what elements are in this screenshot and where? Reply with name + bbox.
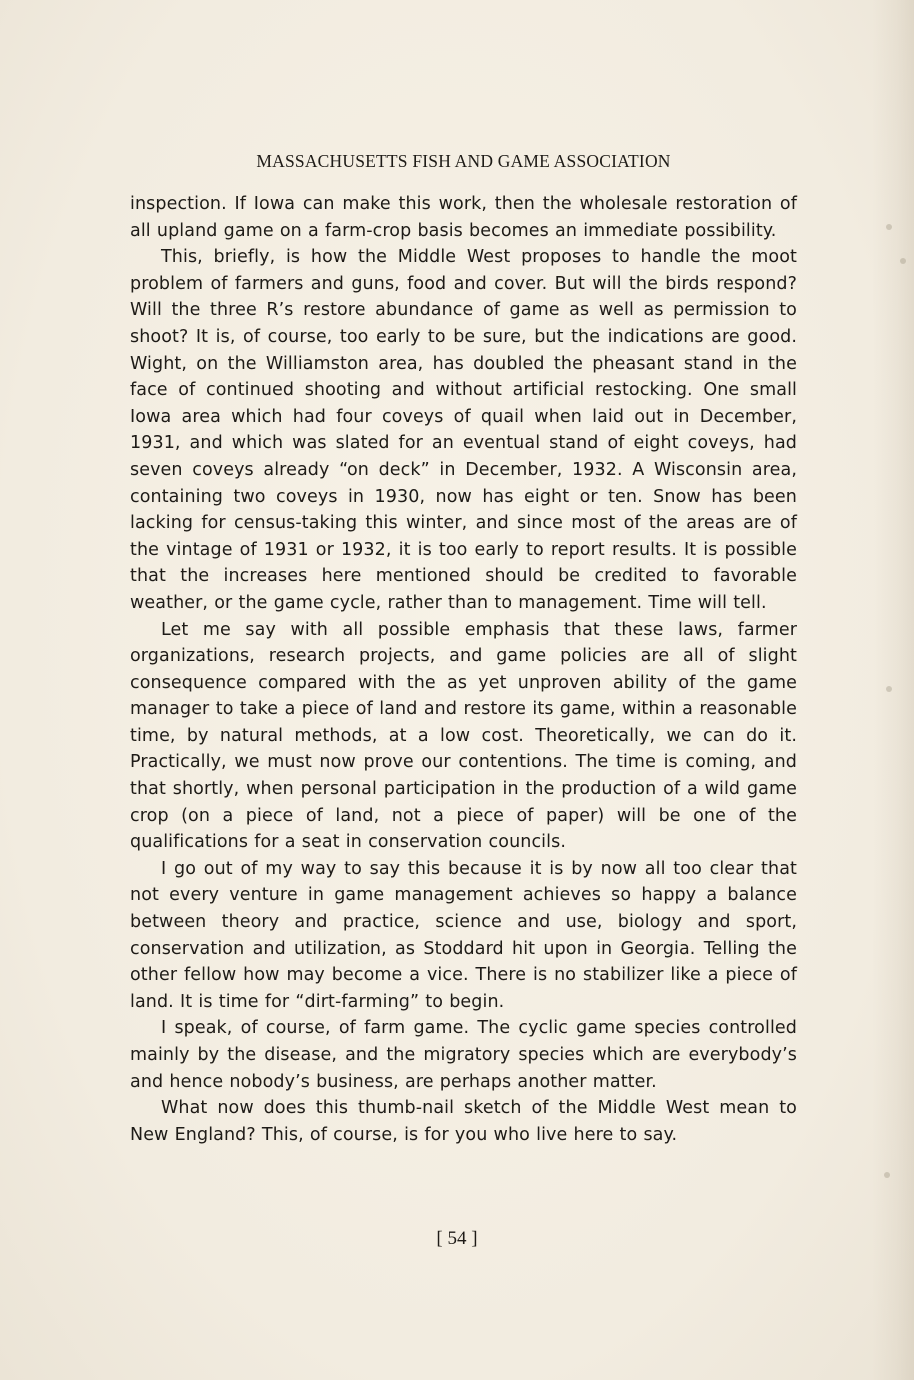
paper-speck [886, 224, 892, 230]
paper-speck [884, 1172, 890, 1178]
running-head: MASSACHUSETTS FISH AND GAME ASSOCIATION [256, 151, 671, 171]
paragraph: Let me say with all possible emphasis that these laws, farmer organizations, research projects, and game policies are all of slight consequence compared with the as yet unproven ability of the game manager to take a piece of land and restore its game, within a reasonable time, by natural methods, at a low cost. Theoretically, we can do it. Practically, we must now prove our contentions. The time is coming, and that shortly, when personal participation in the production of a wild game crop (on a piece of land, not a piece of paper) will be one of the qualifications for a seat in conservation councils. [130, 619, 797, 853]
paragraph: What now does this thumb-nail sketch of the Middle West mean to New England? This, of course, is for you who live here to say. [130, 1098, 797, 1145]
paper-speck [900, 258, 906, 264]
paper-speck [886, 686, 892, 692]
paragraph: This, briefly, is how the Middle West proposes to handle the moot problem of farmers and guns, food and cover. But will the birds respond? Will the three R’s restore abundance of game as well as permission to shoot? It is, of course, too early to be sure, but the indications are good. Wight, on the Williamston area, has doubled the pheasant stand in the face of continued shooting and without artificial restocking. One small Iowa area which had four coveys of quail when laid out in December, 1931, and which was slated for an eventual stand of eight coveys, had seven coveys already “on deck” in December, 1932. A Wisconsin area, containing two coveys in 1930, now has eight or ten. Snow has been lacking for census-taking this winter, and since most of the areas are of the vintage of 1931 or 1932, it is too early to report results. It is possible that the increases here mentioned should be credited to favorable weather, or the game cycle, rather than to management. Time will tell. [130, 247, 797, 613]
page-edge-shadow [872, 0, 914, 1380]
page-number: [ 54 ] [436, 1228, 478, 1249]
paragraph: inspection. If Iowa can make this work, then the wholesale restoration of all upland game on a farm-crop basis becomes an immediate possibility. [130, 194, 797, 241]
paragraph: I go out of my way to say this because it is by now all too clear that not every venture in game management achieves so happy a balance between theory and practice, science and use, biology and sport, conservation and utilization, as Stoddard hit upon in Georgia. Telling the other fellow how may become a vice. There is no stabilizer like a piece of land. It is time for “dirt-farming” to begin. [130, 858, 797, 1012]
body-text [130, 191, 797, 1148]
paragraph: I speak, of course, of farm game. The cyclic game species controlled mainly by the disease, and the migratory species which are everybody’s and hence nobody’s business, are perhaps another matter. [130, 1018, 797, 1092]
